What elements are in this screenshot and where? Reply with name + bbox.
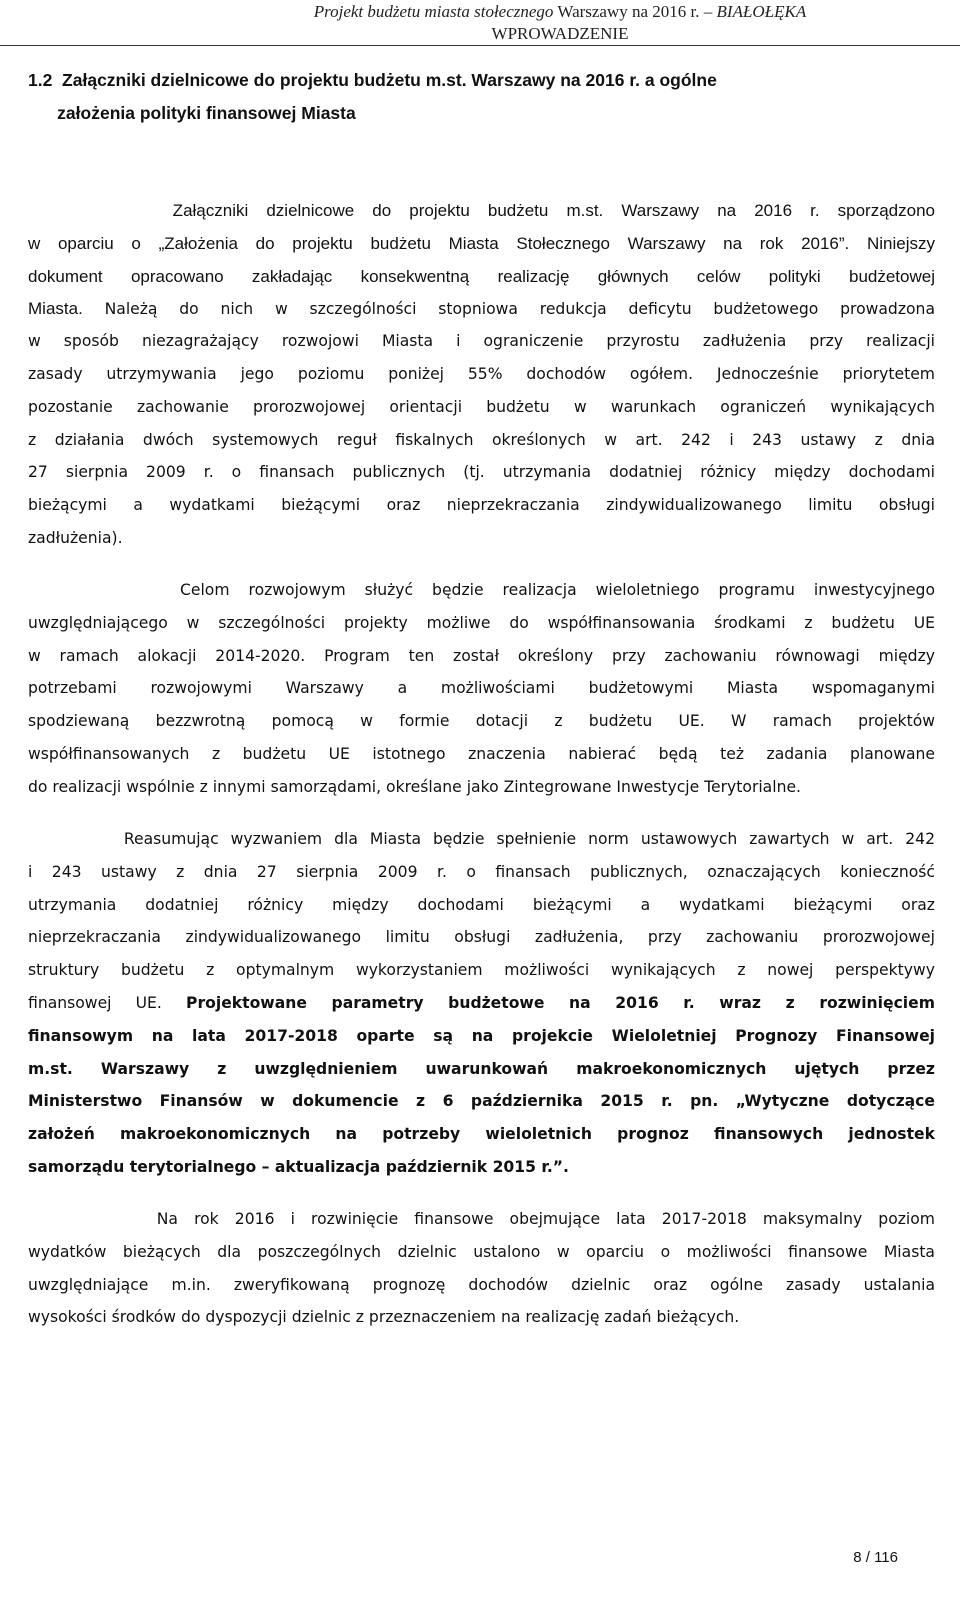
paragraph-4-line — [28, 1210, 935, 1228]
text-segment: w sposób niezagrażający rozwojowi Miasta i ograniczenie przyrostu zadłużenia przy realizacji — [28, 332, 935, 351]
text-segment: uwzględniającego w szczególności projekty możliwe do współfinansowania środkami z budżetu UE — [28, 613, 935, 632]
bold-text: Ministerstwo Finansów w dokumencie z 6 października 2015 r. pn. „Wytyczne dotyczące — [28, 1092, 935, 1111]
paragraph-3-line — [28, 830, 935, 848]
paragraph-1-line — [28, 398, 935, 416]
text-segment: wysokości środków do dyspozycji dzielnic z przeznaczeniem na realizację zadań bieżących. — [28, 1308, 740, 1327]
text-segment: współfinansowanych z budżetu UE istotnego znaczenia nabierać będą też zadania planowane — [28, 745, 935, 763]
paragraph-2-line — [28, 745, 935, 763]
paragraph-2-line — [28, 647, 935, 665]
text-segment: i 243 ustawy z dnia 27 sierpnia 2009 r. o finansach publicznych, oznaczających konieczność — [28, 862, 935, 881]
text-segment: w oparciu o „Założenia do projektu budżetu Miasta Stołecznego Warszawy na rok 2016”. Niniejszy — [28, 233, 935, 253]
text-segment: 27 sierpnia 2009 r. o finansach publicznych (tj. utrzymania dodatniej różnicy między dochodami — [28, 463, 935, 482]
text-segment: zasady utrzymywania jego poziomu poniżej 55% dochodów ogółem. Jednocześnie priorytetem — [28, 365, 935, 383]
paragraph-1-line — [28, 332, 935, 350]
paragraph-3-line — [28, 1092, 935, 1110]
paragraph-3-line — [28, 1158, 935, 1176]
text-segment: zadłużenia). — [28, 529, 123, 547]
header-divider — [0, 45, 960, 46]
paragraph-2-line — [28, 581, 935, 599]
text-segment: bieżącymi a wydatkami bieżącymi oraz nieprzekraczania zindywidualizowanego limitu obsługi — [28, 496, 935, 515]
text-segment: potrzebami rozwojowymi Warszawy a możliwościami budżetowymi Miasta wspomaganymi — [28, 679, 935, 698]
text-segment: struktury budżetu z optymalnym wykorzystaniem możliwości wynikających z nowej perspektywy — [28, 961, 935, 980]
paragraph-3-line — [28, 928, 935, 946]
bold-text: m.st. Warszawy z uwzględnieniem uwarunkowań makroekonomicznych ujętych przez — [28, 1059, 935, 1078]
paragraph-3-line — [28, 994, 935, 1012]
text-segment: Miasta. — [28, 299, 83, 319]
paragraph-1-line — [28, 463, 935, 481]
bold-text: finansowym na lata 2017-2018 oparte są na projekcie Wieloletniej Prognozy Finansowej — [28, 1026, 935, 1045]
text-segment: Na rok 2016 i rozwinięcie finansowe obejmujące lata 2017-2018 maksymalny poziom — [28, 1210, 935, 1228]
paragraph-4-line — [28, 1243, 935, 1261]
paragraph-3-line — [28, 961, 935, 979]
paragraph-4-line — [28, 1276, 935, 1294]
text-segment: spodziewaną bezzwrotną pomocą w formie dotacji z budżetu UE. W ramach projektów — [28, 712, 935, 731]
text-segment: dokument opracowano zakładając konsekwentną realizację głównych celów polityki budżetowej — [28, 266, 935, 286]
text-segment: finansowej UE. — [28, 994, 187, 1012]
paragraph-1-line — [28, 234, 935, 254]
paragraph-1-line — [28, 431, 935, 449]
paragraph-1-line — [28, 267, 935, 287]
paragraph-3-line — [28, 1060, 935, 1078]
paragraph-1-line — [28, 496, 935, 514]
paragraph-1-line — [28, 299, 935, 319]
page-number: 8 / 116 — [853, 1549, 898, 1566]
text-segment: uwzględniające m.in. zweryfikowaną prognozę dochodów dzielnic oraz ogólne zasady ustalania — [28, 1275, 935, 1294]
header-district: BIAŁOŁĘKA — [716, 2, 807, 21]
text-segment: Załączniki dzielnicowe do projektu budżetu m.st. Warszawy na 2016 r. sporządzono — [28, 201, 935, 220]
text-segment: Reasumując wyzwaniem dla Miasta będzie spełnienie norm ustawowych zawartych w art. 242 — [28, 830, 935, 848]
paragraph-1-line — [28, 201, 935, 221]
header-plain: Warszawy na 2016 r. – — [553, 2, 717, 21]
text-segment: pozostanie zachowanie prorozwojowej orientacji budżetu w warunkach ograniczeń wynikających — [28, 397, 935, 416]
paragraph-4-line — [28, 1308, 935, 1326]
section-title-line-1: 1.2 Załączniki dzielnicowe do projektu budżetu m.st. Warszawy na 2016 r. a ogólne — [28, 70, 717, 90]
header-italic: Projekt budżetu miasta stołecznego — [313, 2, 554, 21]
paragraph-2-line — [28, 614, 935, 632]
text-segment: Należą do nich w szczególności stopniowa redukcja deficytu budżetowego prowadzona — [82, 300, 935, 319]
paragraph-2-line — [28, 679, 935, 697]
paragraph-3-line — [28, 1027, 935, 1045]
text-segment: do realizacji wspólnie z innymi samorządami, określane jako Zintegrowane Inwestycje Terytorialne. — [28, 777, 802, 796]
bold-text: samorządu terytorialnego – aktualizacja październik 2015 r.”. — [28, 1158, 569, 1176]
bold-text: Projektowane parametry budżetowe na 2016 r. wraz z rozwinięciem — [186, 994, 935, 1012]
paragraph-3-line — [28, 896, 935, 914]
text-segment: Celom rozwojowym służyć będzie realizacja wieloletniego programu inwestycyjnego — [28, 581, 935, 599]
running-header-title — [160, 2, 960, 22]
text-segment: wydatków bieżących dla poszczególnych dzielnic ustalono w oparciu o możliwości finansowe Miasta — [28, 1242, 935, 1261]
paragraph-3-line — [28, 1125, 935, 1143]
text-segment: z działania dwóch systemowych reguł fiskalnych określonych w art. 242 i 243 ustawy z dnia — [28, 430, 935, 449]
paragraph-2-line — [28, 778, 935, 796]
paragraph-1-line — [28, 529, 935, 547]
text-segment: utrzymania dodatniej różnicy między dochodami bieżącymi a wydatkami bieżącymi oraz — [28, 895, 935, 914]
paragraph-2-line — [28, 712, 935, 730]
text-segment: w ramach alokacji 2014-2020. Program ten został określony przy zachowaniu równowagi między — [28, 646, 935, 665]
section-title-line-2: założenia polityki finansowej Miasta — [28, 103, 356, 123]
running-header-section: WPROWADZENIE — [491, 24, 629, 43]
bold-text: założeń makroekonomicznych na potrzeby wieloletnich prognoz finansowych jednostek — [28, 1125, 935, 1144]
paragraph-1-line — [28, 365, 935, 383]
text-segment: nieprzekraczania zindywidualizowanego limitu obsługi zadłużenia, przy zachowaniu prorozwojowej — [28, 928, 935, 947]
paragraph-3-line — [28, 863, 935, 881]
